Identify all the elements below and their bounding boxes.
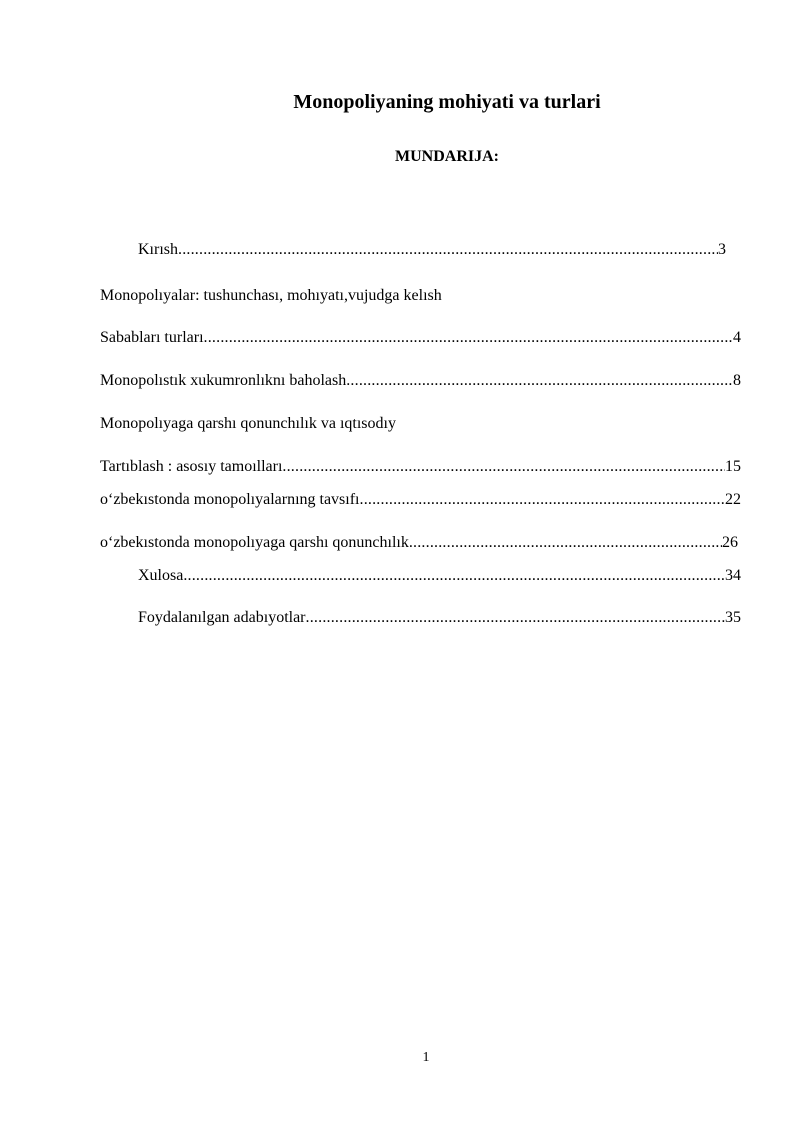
toc-entry-page: 3: [718, 241, 726, 258]
toc-entry-label: Sababları turları: [100, 329, 204, 346]
toc-entry-label: Monopolıstık xukumronlıknı baholash: [100, 372, 347, 389]
toc-leader-dots: [346, 370, 733, 392]
toc-entry-label: Xulosa: [138, 567, 184, 584]
toc-heading: MUNDARIJA:: [395, 148, 499, 165]
toc-entry-page: 26: [722, 534, 738, 551]
toc-leader-dots: [306, 607, 725, 629]
toc-entry: [100, 456, 741, 478]
toc-entry-label: Kırısh: [138, 241, 178, 258]
toc-leader-dots: [409, 532, 722, 554]
toc-entry-page: 4: [733, 329, 741, 346]
toc-entry: [138, 239, 726, 261]
toc-entry-label: oʻzbekıstonda monopolıyaga qarshı qonunchılık: [100, 534, 409, 551]
toc-leader-dots: [183, 565, 725, 587]
toc-entry-page: 35: [725, 609, 741, 626]
toc-entry-label: Foydalanılgan adabıyotlar: [138, 609, 306, 626]
toc-entry: [100, 327, 741, 349]
toc-entry-label: Tartıblash : asosıy tamoılları: [100, 458, 283, 475]
toc-entry-label: Monopolıyaga qarshı qonunchılık va ıqtısodıy: [100, 415, 396, 432]
toc-entry-page: 8: [733, 372, 741, 389]
toc-entry: [138, 565, 741, 587]
toc-entry-page: 15: [725, 458, 741, 475]
toc-entry-label: Monopolıyalar: tushunchası, mohıyatı,vujudga kelısh: [100, 287, 442, 304]
toc-entry-page: 34: [725, 567, 741, 584]
document-title: Monopoliyaning mohiyati va turlari: [293, 91, 601, 113]
toc-leader-dots: [178, 239, 718, 261]
toc-leader-dots: [360, 489, 726, 511]
toc-entry-label: oʻzbekıstonda monopolıyalarnıng tavsıfı: [100, 491, 360, 508]
toc-leader-dots: [282, 456, 725, 478]
toc-entry: [138, 607, 741, 629]
toc-entry-page: 22: [725, 491, 741, 508]
toc-entry: [100, 370, 741, 392]
toc-entry: [100, 532, 738, 554]
toc-entry: [100, 489, 741, 511]
toc-leader-dots: [204, 327, 733, 349]
page-number: 1: [422, 1050, 430, 1065]
